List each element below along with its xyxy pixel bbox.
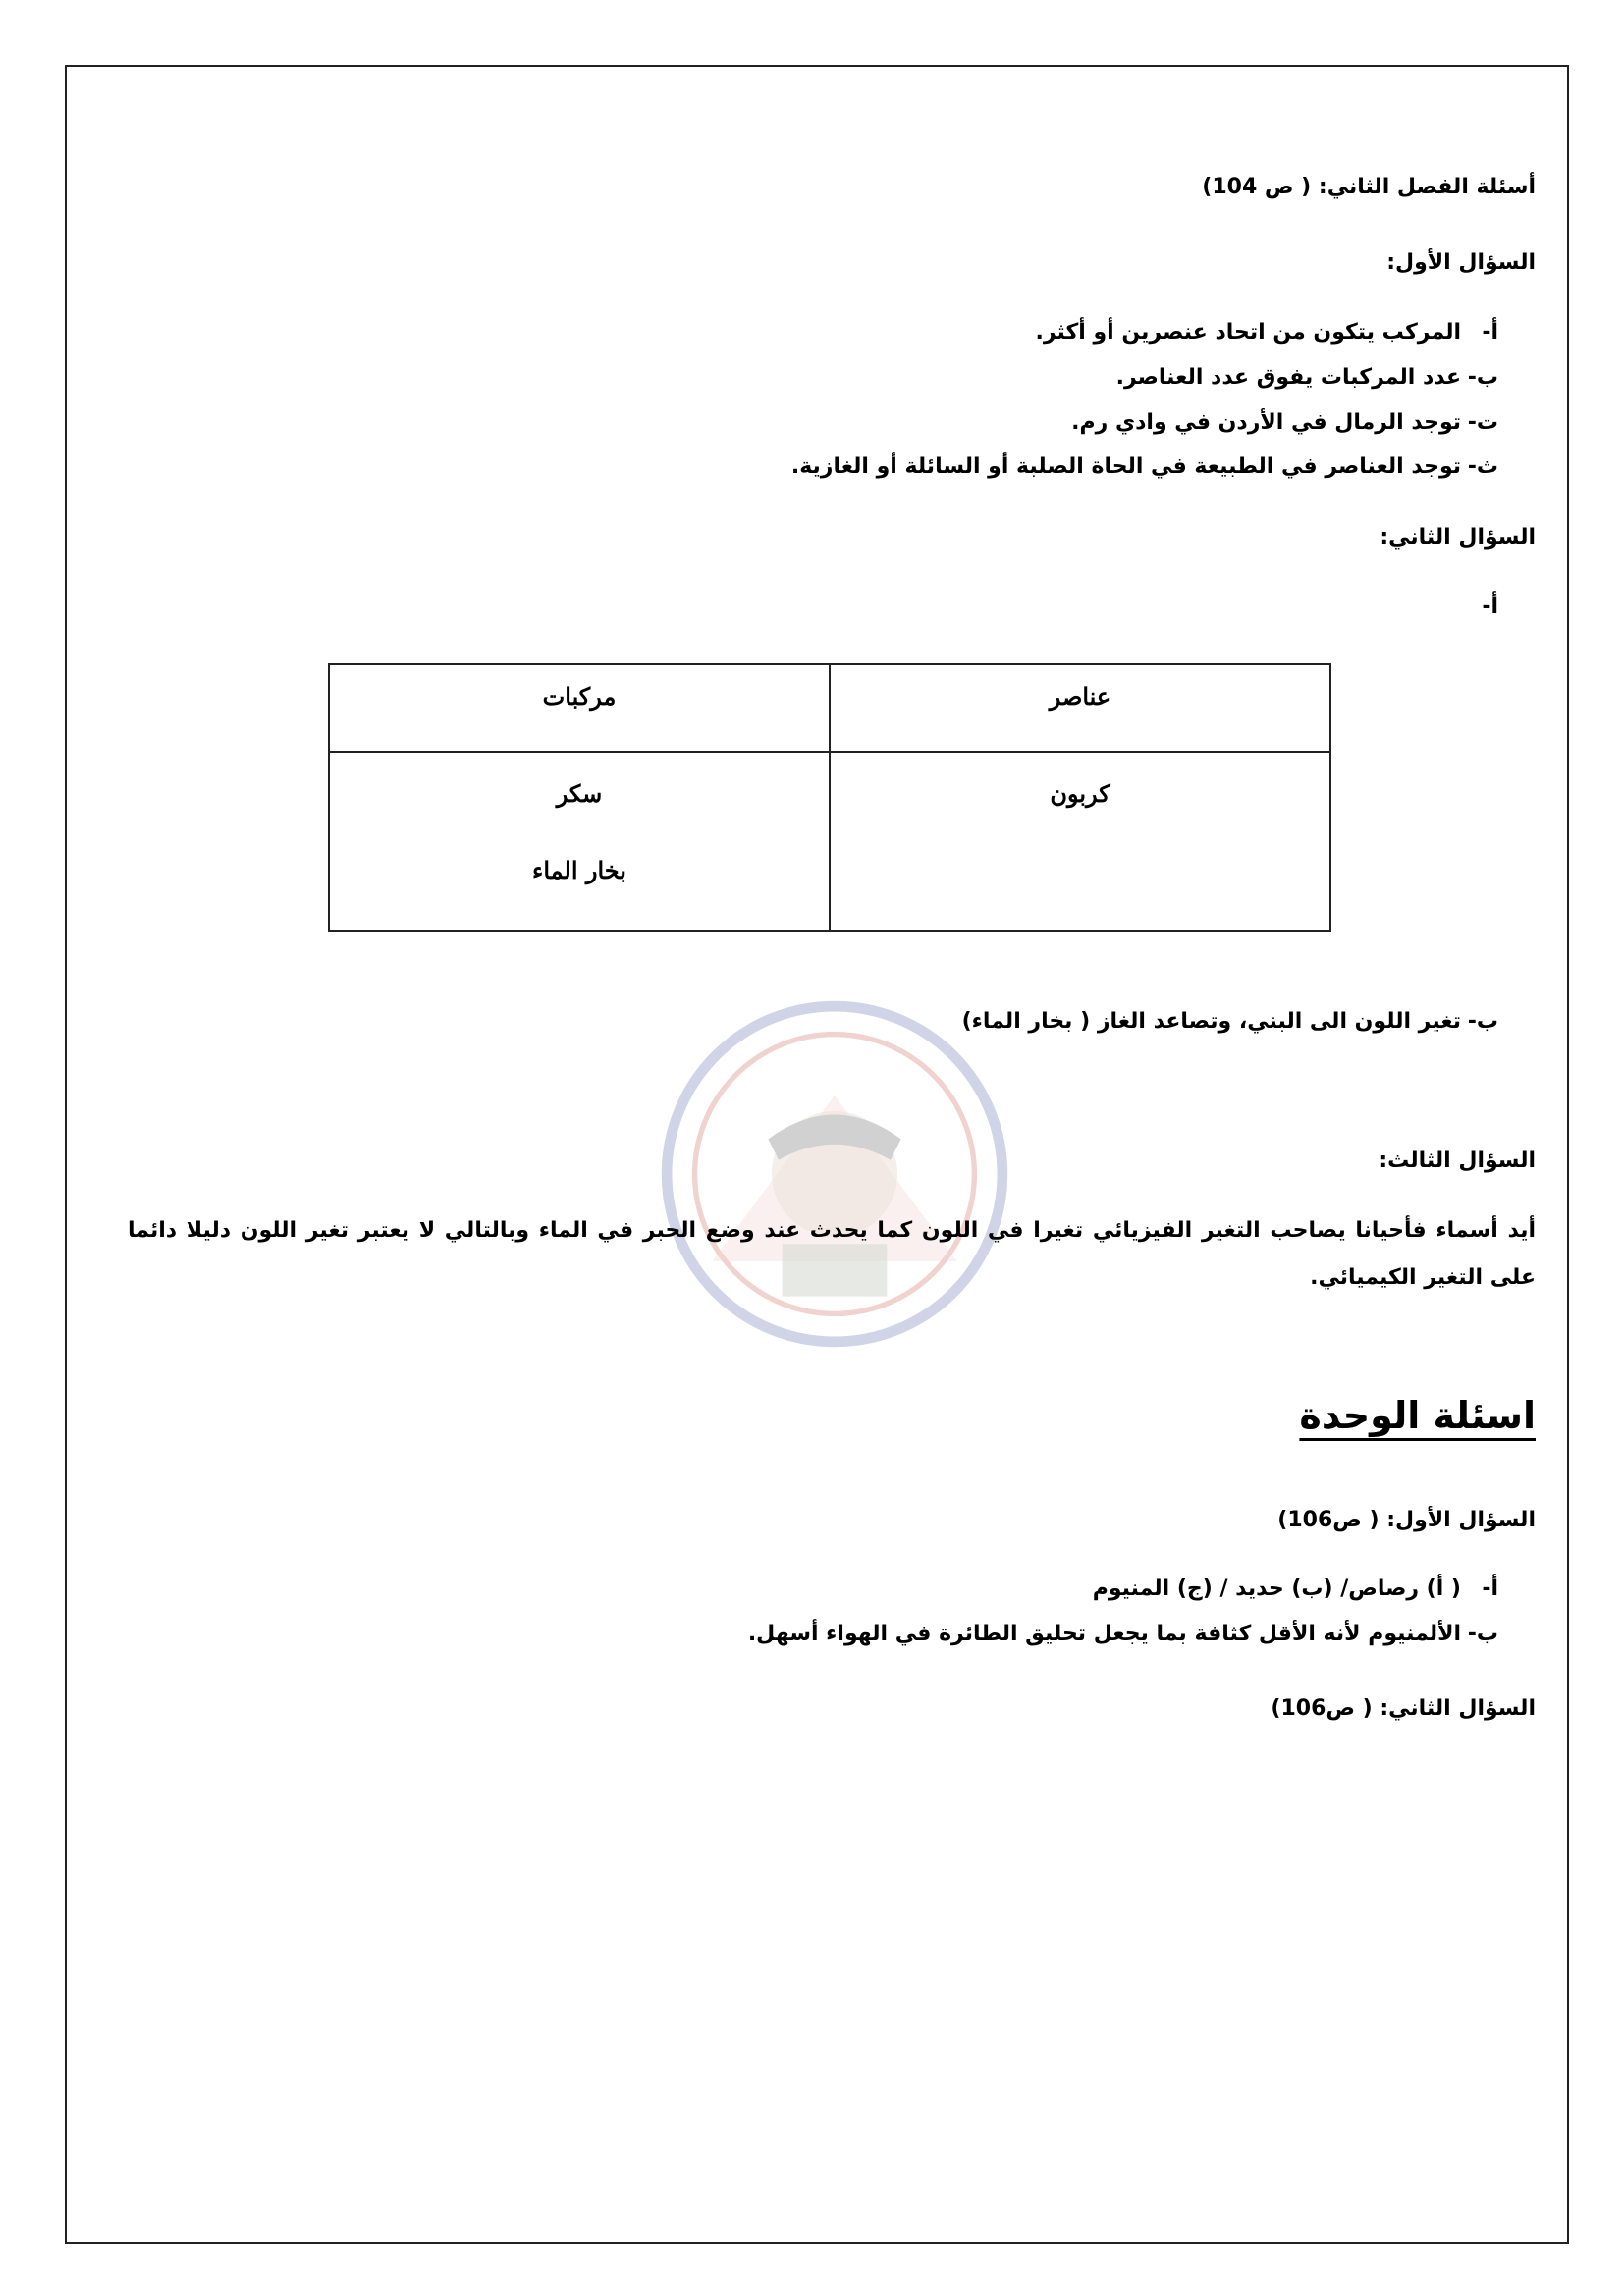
item-marker: أ- [1482,320,1498,345]
question-3-answer: أيد أسماء فأحيانا يصاحب التغير الفيزيائي تغيرا في اللون كما يحدث عند وضع الحبر في الماء وبالتالي لا يعتبر تغير اللون دليلا دائما على التغير الكيميائي. [128,1218,1536,1290]
question-3-heading: السؤال الثالث: [1379,1148,1536,1173]
item-marker: ب- [1467,1622,1498,1646]
item-text: ( أ) رصاص/ (ب) حديد / (ج) المنيوم [1092,1576,1461,1601]
table-cell: بخار الماء [532,856,626,884]
unit-question-2-heading: السؤال الثاني: ( ص106) [1271,1696,1536,1721]
table-header-row [329,664,1330,752]
list-item [791,454,1498,479]
chapter-2-heading: أسئلة الفصل الثاني: ( ص 104) [1202,175,1536,199]
item-marker: ث- [1467,454,1498,479]
column-header-compounds: مركبات [329,664,830,752]
item-marker: أ- [1482,1576,1498,1601]
item-text: المركب يتكون من اتحاد عنصرين أو أكثر. [1035,320,1461,345]
list-item [1071,410,1498,435]
column-header-elements: عناصر [830,664,1330,752]
list-item [1035,320,1498,345]
item-text: توجد الرمال في الأردن في وادي رم. [1071,410,1461,435]
list-item [748,1622,1498,1646]
unit-question-1-heading: السؤال الأول: ( ص106) [1277,1508,1536,1532]
question-2-heading: السؤال الثاني: [1380,525,1536,550]
item-marker: ب- [1467,1009,1498,1034]
table-cell: كربون [1050,779,1110,808]
elements-cell [830,752,1330,931]
item-text: توجد العناصر في الطبيعة في الحاة الصلبة أو السائلة أو الغازية. [790,454,1461,479]
item-text: الألمنيوم لأنه الأقل كثافة بما يجعل تحليق الطائرة في الهواء أسهل. [747,1622,1461,1646]
list-item [1093,1576,1498,1601]
table-row [329,752,1330,931]
list-item [962,1009,1498,1034]
unit-questions-title: اسئلة الوحدة [1299,1394,1536,1437]
item-text: تغير اللون الى البني، وتصاعد الغاز ( بخار الماء) [961,1009,1461,1034]
document-body [128,0,1536,2296]
item-marker: ت- [1467,410,1498,435]
question-1-heading: السؤال الأول: [1386,250,1536,275]
list-item [1116,365,1498,390]
elements-compounds-table [328,663,1331,932]
compounds-cell [329,752,830,931]
item-text: عدد المركبات يفوق عدد العناصر. [1115,365,1461,390]
table-cell: سكر [556,779,603,808]
part-a-marker: أ- [1482,594,1498,618]
item-marker: ب- [1467,365,1498,390]
